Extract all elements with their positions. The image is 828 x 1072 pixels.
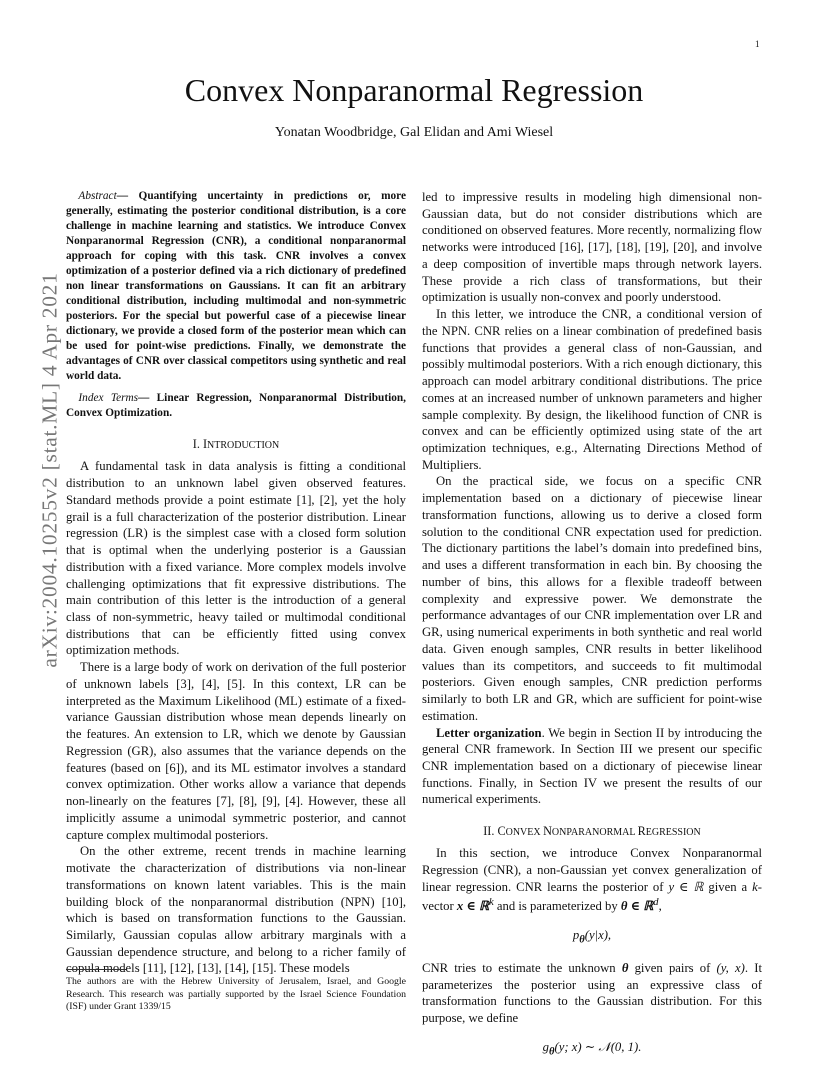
cnr-paragraph-1: In this section, we introduce Convex Nonparanormal Regression (CNR), a non-Gaussian yet convex generalization of linear regression. CNR learns the posterior of y ∈ ℝ given a k-vector x ∈ ℝ$^k$ and is parameterized by θ ∈ ℝ$^d$, <box>422 846 762 913</box>
intro-paragraph-1: A fundamental task in data analysis is fitting a conditional distribution to an unknown label given observed features. Standard methods provide a point estimate [1], [2], yet the holy grail is a full characterization of the posterior distribution. Linear regression (LR) is the simplest case with a closed form solution that is optimal when the underlying posterior is a Gaussian distribution with a fixed variance. More complex models involve challenging optimizations that fit expressive distributions. The main contribution of this letter is the introduction of a general class of non-symmetric, heavy tailed or multimodal conditional distributions that can be efficiently fitted using convex optimization methods. <box>66 459 406 658</box>
intro-paragraph-3: On the other extreme, recent trends in machine learning motivate the characterization of distributions via non-linear transformations on known latent variables. This is the main building block of the nonparanormal distribution (NPN) [10], which is based on transformation functions to the Gaussian. Similarly, Gaussian copulas allow arbitrary marginals with a Gaussian dependence structure, and belong to a richer family of copula models [11], [12], [13], [14], [15]. These models <box>66 844 406 976</box>
intro-paragraph-2: There is a large body of work on derivation of the full posterior of unknown labels [3], [4], [5]. In this context, LR can be interpreted as the Maximum Likelihood (ML) estimate of a fixed-variance Gaussian distribution whose mean depends linearly on the features. An extension to LR, which we denote by Gaussian Regression (GR), also assumes that the variance depends on the features (based on [6]), and its ML estimator involves a standard convex optimization. Other works allow a variance that depends non-linearly on the features [7], [8], [9], [4]. However, these all implicitly assume a unimodal symmetric posterior, and cannot capture complex multimodal posteriors. <box>66 660 406 842</box>
body-paragraph-organization: Letter organization. We begin in Section II by introducing the general CNR framework. In Section III we present our specific CNR implementation based on a dictionary of piecewise linear functions. Finally, in Section IV we present the results of our numerical experiments. <box>422 725 762 807</box>
right-column <box>422 189 762 1072</box>
left-column <box>66 189 406 977</box>
body-paragraph-practical: On the practical side, we focus on a specific CNR implementation based on a dictionary of piecewise linear transformation functions, allowing us to derive a closed form solution to the conditional CNR expectation used for prediction. The dictionary partitions the label’s domain into predefined bins, and uses a different transformation in each bin. By choosing the number of bins, this allows for a flexible tradeoff between complexity and expressive power. We demonstrate the performance advantages of our CNR implementation over LR and GR, using numerical experiments in both synthetic and real world data. Given enough samples, CNR results in better likelihood values than its competitors, and succeeds to fit multimodal posteriors. Given enough samples, CNR prediction performs similarly to both LR and GR, which are sufficient for point-wise estimation. <box>422 474 762 723</box>
index-terms-label: Index Terms <box>78 392 139 405</box>
arxiv-stamp-text: arXiv:2004.10255v2 [stat.ML] 4 Apr 2021 <box>37 272 62 668</box>
abstract-label: Abstract <box>78 190 117 202</box>
index-terms <box>66 391 406 421</box>
equation-transformation: $g_\theta(y$; x) ∼ 𝒩(0, 1). <box>542 1039 642 1058</box>
cnr-paragraph-2: CNR tries to estimate the unknown θ given pairs of (y, x). It parameterizes the posterior using an expressive class of transformation functions to the Gaussian distribution. For this purpose, we define <box>422 960 762 1026</box>
body-paragraph-cnr-intro: In this letter, we introduce the CNR, a conditional version of the NPN. CNR relies on a linear combination of predefined basis functions that provides a general class of non-Gaussian, and possibly multimodal posteriors. With a rich enough dictionary, this approach can model arbitrary conditional distributions. The price comes at an increased number of unknown parameters and higher sample complexity. By design, the likelihood function of CNR is convex and can be efficiently optimized using state of the art optimization techniques, e.g., Alternating Directions Method of Multipliers. <box>422 307 762 472</box>
footnote: The authors are with the Hebrew University of Jerusalem, Israel, and Google Research. This research was partially supported by the Israel Science Foundation (ISF) under Grant 1339/15 <box>66 976 406 1013</box>
body-paragraph-continued: led to impressive results in modeling high dimensional non-Gaussian data, but do not consider distributions which are conditioned on observed features. More recently, normalizing flow networks were introduced [16], [17], [18], [19], [20], and involve a deep composition of invertible maps through network layers. These provide a rich class of transformations, but their optimization is usually non-convex and poorly understood. <box>422 190 762 305</box>
organization-lead: Letter organization <box>435 725 542 740</box>
paper-title: Convex Nonparanormal Regression <box>184 72 644 108</box>
author-list: Yonatan Woodbridge, Gal Elidan and Ami Wiesel <box>274 125 554 140</box>
section-heading-introduction: I. INTRODUCTION <box>192 437 280 452</box>
section-heading-cnr: II. CONVEX NONPARANORMAL REGRESSION <box>483 824 701 839</box>
page-number: 1 <box>755 39 760 49</box>
equation-posterior: $p_\theta(y|x)$, <box>572 927 612 946</box>
abstract <box>66 189 406 384</box>
index-terms-text: — Linear Regression, Nonparanormal Distribution, Convex Optimization. <box>66 392 406 420</box>
arxiv-stamp <box>37 272 62 668</box>
abstract-text: — Quantifying uncertainty in predictions or, more generally, estimating the posterior conditional distribution, is a core challenge in machine learning and statistics. We introduce Convex Nonparanormal Regression (CNR), a conditional nonparanormal approach for coping with this task. CNR involves a convex optimization of a posterior defined via a rich dictionary of predefined non linear transformations on Gaussians. It can fit an arbitrary conditional distribution, including multimodal and non-symmetric posteriors. For the special but powerful case of a piecewise linear dictionary, we provide a closed form of the posterior mean which can be used for point-wise predictions. Finally, we demonstrate the advantages of CNR over classical competitors using synthetic and real world data. <box>66 190 406 383</box>
footnote-divider <box>66 969 126 970</box>
